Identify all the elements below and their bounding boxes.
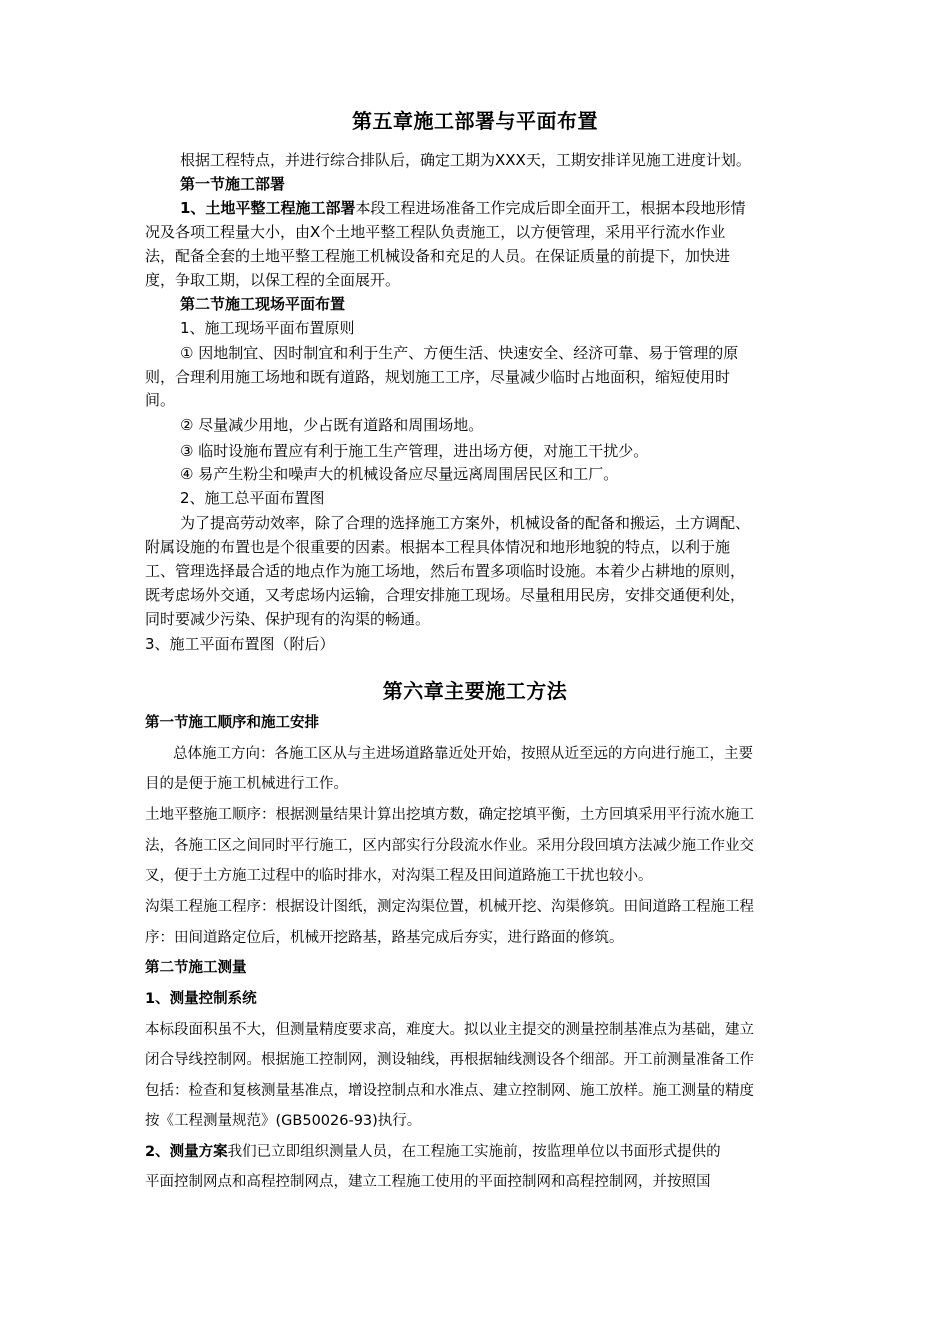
land-order-line-2: 法，各施工区之间同时平行施工，区内部实行分段流水作业。采用分段回填方法减少施工作业交 [145, 838, 754, 854]
layout-para-line-2: 附属设施的布置也是个很重要的因素。根据本工程具体情况和地形地貌的特点，以利于施 [145, 538, 731, 556]
item-1-line-2: 况及各项工程量大小，由X个土地平整工程队负责施工，以方便管理，采用平行流水作业 [145, 223, 726, 241]
survey-line-1: 本标段面积虽不大，但测量精度要求高，难度大。拟以业主提交的测量控制基准点为基础，建立 [145, 1022, 754, 1038]
subheading-site-plan: 3、施工平面布置图（附后） [145, 635, 335, 653]
ditch-order-line-1: 沟渠工程施工程序：根据设计图纸，测定沟渠位置，机械开挖、沟渠修筑。田间道路工程施工程 [145, 899, 754, 915]
principle-3: ③ 临时设施布置应有利于施工生产管理，进出场方便，对施工干扰少。 [180, 442, 649, 460]
subheading-general-layout: 2、施工总平面布置图 [180, 489, 325, 507]
ch6-section-1-title: 第一节施工顺序和施工安排 [145, 715, 319, 731]
principle-1-line-2: 则，合理利用施工场地和既有道路，规划施工工序，尽量减少临时占地面积，缩短使用时 [145, 368, 731, 386]
survey-line-2: 闭合导线控制网。根据施工控制网，测设轴线，再根据轴线测设各个细部。开工前测量准备工作 [145, 1052, 754, 1068]
principle-4: ④ 易产生粉尘和噪声大的机械设备应尽量远离周围居民区和工厂。 [180, 465, 619, 483]
item-1-line-1 [180, 198, 745, 218]
plan-heading: 2、测量方案 [145, 1144, 228, 1160]
item-1-text: 本段工程进场准备工作完成后即全面开工，根据本段地形情 [355, 199, 746, 217]
plan-text: 我们已立即组织测量人员，在工程施工实施前，按监理单位以书面形式提供的 [227, 1144, 721, 1160]
chapter-5-intro: 根据工程特点，并进行综合排队后，确定工期为XXX天，工期安排详见施工进度计划。 [180, 151, 751, 169]
survey-line-4: 按《工程测量规范》(GB50026-93)执行。 [145, 1113, 422, 1129]
survey-line-3: 包括：检查和复核测量基准点，增设控制点和水准点、建立控制网、施工放样。施工测量的精度 [145, 1083, 754, 1099]
item-1-heading: 1、土地平整工程施工部署 [180, 199, 356, 217]
layout-para-line-1: 为了提高劳动效率，除了合理的选择施工方案外，机械设备的配备和搬运，土方调配、 [180, 514, 751, 532]
principle-2: ② 尽量减少用地，少占既有道路和周围场地。 [180, 416, 484, 434]
ch6-section-2-title: 第二节施工测量 [145, 960, 247, 976]
plan-line-2: 平面控制网点和高程控制网点，建立工程施工使用的平面控制网和高程控制网，并按照国 [145, 1174, 711, 1190]
plan-line-1 [145, 1142, 721, 1162]
principle-1-line-3: 间。 [145, 391, 176, 409]
item-1-line-4: 度，争取工期，以保工程的全面展开。 [145, 271, 401, 289]
direction-line-1: 总体施工方向：各施工区从与主进场道路靠近处开始，按照从近至远的方向进行施工，主要 [173, 746, 753, 762]
subheading-layout-principles: 1、施工现场平面布置原则 [180, 319, 355, 337]
land-order-line-1: 土地平整施工顺序：根据测量结果计算出挖填方数，确定挖填平衡，土方回填采用平行流水施工 [145, 807, 754, 823]
layout-para-line-3: 工、管理选择最合适的地点作为施工场地，然后布置多项临时设施。本着少占耕地的原则， [145, 562, 746, 580]
land-order-line-3: 叉，便于土方施工过程中的临时排水，对沟渠工程及田间道路施工干扰也较小。 [145, 868, 653, 884]
ditch-order-line-2: 序：田间道路定位后，机械开挖路基，路基完成后夯实，进行路面的修筑。 [145, 930, 624, 946]
section-1-title: 第一节施工部署 [180, 175, 286, 193]
principle-1-line-1: ① 因地制宜、因时制宜和利于生产、方便生活、快速安全、经济可靠、易于管理的原 [180, 344, 739, 362]
item-1-line-3: 法，配备全套的土地平整工程施工机械设备和充足的人员。在保证质量的前提下，加快进 [145, 247, 731, 265]
subheading-control-system: 1、测量控制系统 [145, 991, 257, 1007]
section-2-title: 第二节施工现场平面布置 [180, 295, 346, 313]
layout-para-line-4: 既考虑场外交通，又考虑场内运输，合理安排施工现场。尽量租用民房，安排交通便利处， [145, 586, 746, 604]
chapter-5-title: 第五章施工部署与平面布置 [352, 109, 598, 133]
direction-line-2: 目的是便于施工机械进行工作。 [145, 776, 348, 792]
layout-para-line-5: 同时要减少污染、保护现有的沟渠的畅通。 [145, 610, 431, 628]
chapter-6-title: 第六章主要施工方法 [382, 679, 568, 703]
